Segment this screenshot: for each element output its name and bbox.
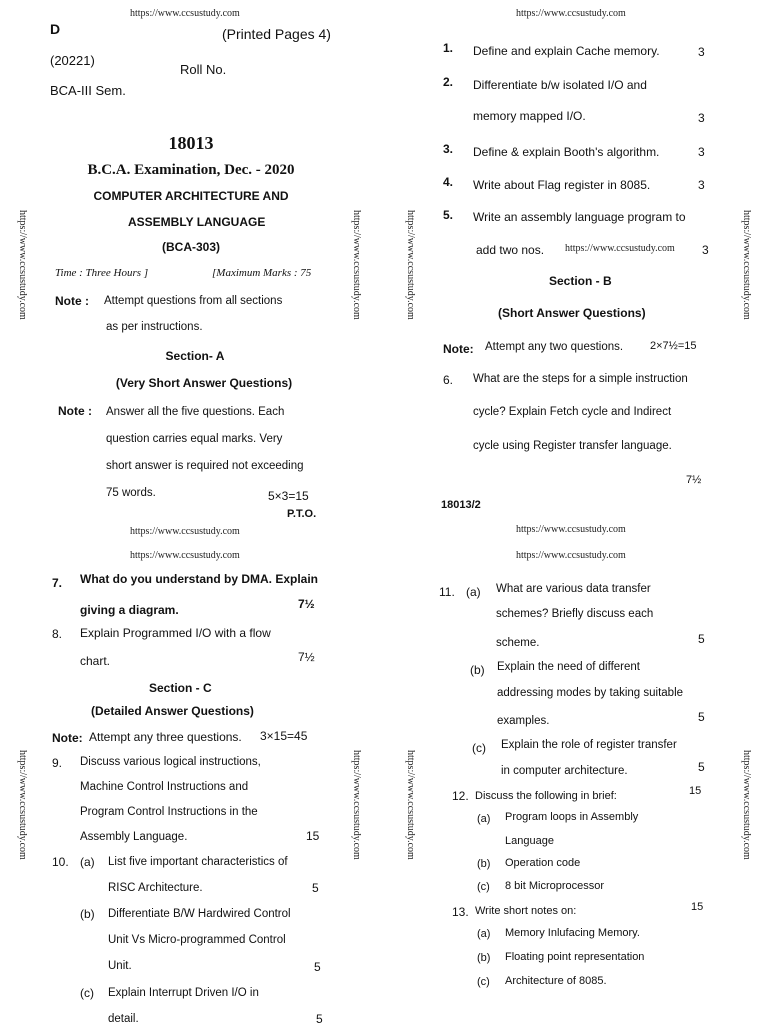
watermark-url-vertical: https://www.ccsustudy.com xyxy=(17,750,28,860)
question-text: What are various data transfer xyxy=(496,583,651,595)
question-text: Unit Vs Micro-programmed Control xyxy=(108,934,286,946)
question-marks: 5 xyxy=(698,710,705,724)
sub-question-label: (a) xyxy=(477,928,491,940)
sub-question-label: (c) xyxy=(472,741,486,755)
question-number: 4. xyxy=(443,175,454,189)
note-label: Note : xyxy=(58,404,92,418)
sub-question-label: (b) xyxy=(80,907,95,921)
pto: P.T.O. xyxy=(287,508,317,520)
watermark-url-mid-right-1: https://www.ccsustudy.com xyxy=(516,524,626,535)
question-text: schemes? Briefly discuss each xyxy=(496,608,654,620)
note-text: Attempt questions from all sections xyxy=(104,295,283,307)
exam-code: (20221) xyxy=(50,53,95,68)
question-text: RISC Architecture. xyxy=(108,882,203,894)
question-text: Machine Control Instructions and xyxy=(80,781,249,793)
note-label: Note: xyxy=(443,342,474,356)
sub-question-label: (b) xyxy=(477,858,491,870)
paper-number: 18013 xyxy=(168,133,214,153)
question-marks: 5 xyxy=(698,632,705,646)
question-marks: 5 xyxy=(316,1012,323,1026)
time-allowed: Time : Three Hours ] xyxy=(55,267,149,279)
watermark-url-top-left: https://www.ccsustudy.com xyxy=(130,8,240,19)
question-number: 1. xyxy=(443,41,454,55)
question-text: Program Control Instructions in the xyxy=(80,806,258,818)
note-text: Attempt any two questions. xyxy=(485,341,624,353)
question-text: Unit. xyxy=(108,960,132,972)
note-text: Answer all the five questions. Each xyxy=(106,406,285,418)
question-number: 2. xyxy=(443,75,454,89)
question-text: detail. xyxy=(108,1013,139,1025)
question-number: 6. xyxy=(443,373,454,387)
question-marks: 5 xyxy=(312,881,319,895)
question-text: scheme. xyxy=(496,637,540,649)
question-number: 5. xyxy=(443,208,454,222)
set-code: D xyxy=(50,21,61,37)
watermark-url-vertical: https://www.ccsustudy.com xyxy=(405,210,416,320)
section-b-marks: 2×7½=15 xyxy=(650,340,697,352)
question-number: 3. xyxy=(443,142,454,156)
section-b-heading: Section - B xyxy=(549,274,612,288)
question-text: Operation code xyxy=(505,857,581,869)
question-text: Write about Flag register in 8085. xyxy=(473,178,651,192)
section-a-heading: Section- A xyxy=(165,349,225,363)
page-footer: 18013/2 xyxy=(441,499,481,511)
subject-line-1: COMPUTER ARCHITECTURE AND xyxy=(93,189,289,203)
section-c-subheading: (Detailed Answer Questions) xyxy=(91,704,254,718)
subject-line-2: ASSEMBLY LANGUAGE xyxy=(128,215,266,229)
question-marks: 3 xyxy=(702,243,709,257)
question-text: Differentiate B/W Hardwired Control xyxy=(108,908,291,920)
question-text: in computer architecture. xyxy=(501,765,628,777)
question-text: Explain the need of different xyxy=(497,661,641,673)
question-marks: 15 xyxy=(306,829,320,843)
question-number: 13. xyxy=(452,905,469,919)
watermark-url-vertical: https://www.ccsustudy.com xyxy=(741,210,752,320)
question-text: What are the steps for a simple instruction xyxy=(473,373,688,385)
section-a-subheading: (Very Short Answer Questions) xyxy=(115,376,293,390)
question-text: cycle using Register transfer language. xyxy=(473,440,672,452)
sub-question-label: (a) xyxy=(80,855,95,869)
question-text: Define and explain Cache memory. xyxy=(473,44,660,58)
question-text: Discuss various logical instructions, xyxy=(80,756,261,768)
question-marks: 3 xyxy=(698,145,705,159)
question-text: cycle? Explain Fetch cycle and Indirect xyxy=(473,406,672,418)
watermark-url-mid-right-2: https://www.ccsustudy.com xyxy=(516,550,626,561)
question-text: Explain Interrupt Driven I/O in xyxy=(108,987,259,999)
note-label: Note: xyxy=(52,731,83,745)
question-number: 10. xyxy=(52,855,69,869)
note-label: Note : xyxy=(55,294,89,308)
question-marks: 7½ xyxy=(686,474,702,486)
question-text: Floating point representation xyxy=(505,951,645,963)
watermark-url-top-right: https://www.ccsustudy.com xyxy=(516,8,626,19)
question-text: Define & explain Booth's algorithm. xyxy=(473,145,660,159)
question-marks: 15 xyxy=(689,785,702,797)
question-text: Discuss the following in brief: xyxy=(475,790,617,802)
watermark-url-vertical: https://www.ccsustudy.com xyxy=(351,750,362,860)
question-marks: 3 xyxy=(698,45,705,59)
section-a-marks: 5×3=15 xyxy=(268,489,309,503)
question-marks: 7½ xyxy=(298,597,315,611)
watermark-url-vertical: https://www.ccsustudy.com xyxy=(17,210,28,320)
roll-no-label: Roll No. xyxy=(180,62,227,77)
question-text: Explain Programmed I/O with a flow xyxy=(80,626,271,640)
note-text: 75 words. xyxy=(106,487,156,499)
question-number: 11. xyxy=(439,585,455,599)
note-text: question carries equal marks. Very xyxy=(106,433,283,445)
paper-code: (BCA-303) xyxy=(161,240,220,254)
question-text: Memory Inlufacing Memory. xyxy=(505,927,640,939)
sub-question-label: (b) xyxy=(477,952,491,964)
question-text: Program loops in Assembly xyxy=(505,811,639,823)
question-text: memory mapped I/O. xyxy=(473,109,586,123)
question-text: examples. xyxy=(497,715,550,727)
sub-question-label: (a) xyxy=(466,585,481,599)
note-text: Attempt any three questions. xyxy=(89,730,242,744)
section-c-heading: Section - C xyxy=(149,681,212,695)
question-text: Write an assembly language program to xyxy=(473,210,686,224)
watermark-url-mid-left-1: https://www.ccsustudy.com xyxy=(130,526,240,537)
sub-question-label: (c) xyxy=(477,976,490,988)
question-number: 9. xyxy=(52,756,63,770)
printed-pages: (Printed Pages 4) xyxy=(222,26,331,42)
question-marks: 7½ xyxy=(298,650,315,664)
question-text: Assembly Language. xyxy=(80,831,188,843)
question-marks: 5 xyxy=(698,760,705,774)
sub-question-label: (c) xyxy=(80,986,94,1000)
question-number: 12. xyxy=(452,789,469,803)
question-text: Explain the role of register transfer xyxy=(501,739,677,751)
section-b-subheading: (Short Answer Questions) xyxy=(498,306,646,320)
question-text: 8 bit Microprocessor xyxy=(505,880,605,892)
question-number: 7. xyxy=(52,576,63,590)
question-marks: 5 xyxy=(314,960,321,974)
watermark-url-mid-left-2: https://www.ccsustudy.com xyxy=(130,550,240,561)
watermark-url-vertical: https://www.ccsustudy.com xyxy=(741,750,752,860)
question-text: What do you understand by DMA. Explain xyxy=(80,572,319,586)
section-c-marks: 3×15=45 xyxy=(260,729,308,743)
maximum-marks: [Maximum Marks : 75 xyxy=(212,267,312,279)
question-text: chart. xyxy=(80,654,111,668)
question-text: Differentiate b/w isolated I/O and xyxy=(473,78,647,92)
question-marks: 3 xyxy=(698,178,705,192)
question-text: Write short notes on: xyxy=(475,905,577,917)
question-text: addressing modes by taking suitable xyxy=(497,687,684,699)
sub-question-label: (a) xyxy=(477,813,491,825)
question-text: add two nos. xyxy=(476,243,545,257)
question-number: 8. xyxy=(52,627,63,641)
question-text: Language xyxy=(505,835,554,847)
question-marks: 15 xyxy=(691,901,704,913)
note-text: short answer is required not exceeding xyxy=(106,460,304,472)
watermark-url-vertical: https://www.ccsustudy.com xyxy=(405,750,416,860)
semester: BCA-III Sem. xyxy=(50,83,126,98)
sub-question-label: (b) xyxy=(470,663,485,677)
watermark-url-inline: https://www.ccsustudy.com xyxy=(565,243,675,254)
exam-title: B.C.A. Examination, Dec. - 2020 xyxy=(87,162,295,178)
note-text: as per instructions. xyxy=(106,321,203,333)
question-text: List five important characteristics of xyxy=(108,856,288,868)
question-marks: 3 xyxy=(698,111,705,125)
watermark-url-vertical: https://www.ccsustudy.com xyxy=(351,210,362,320)
sub-question-label: (c) xyxy=(477,881,490,893)
question-text: Architecture of 8085. xyxy=(505,975,607,987)
question-text: giving a diagram. xyxy=(80,603,179,617)
